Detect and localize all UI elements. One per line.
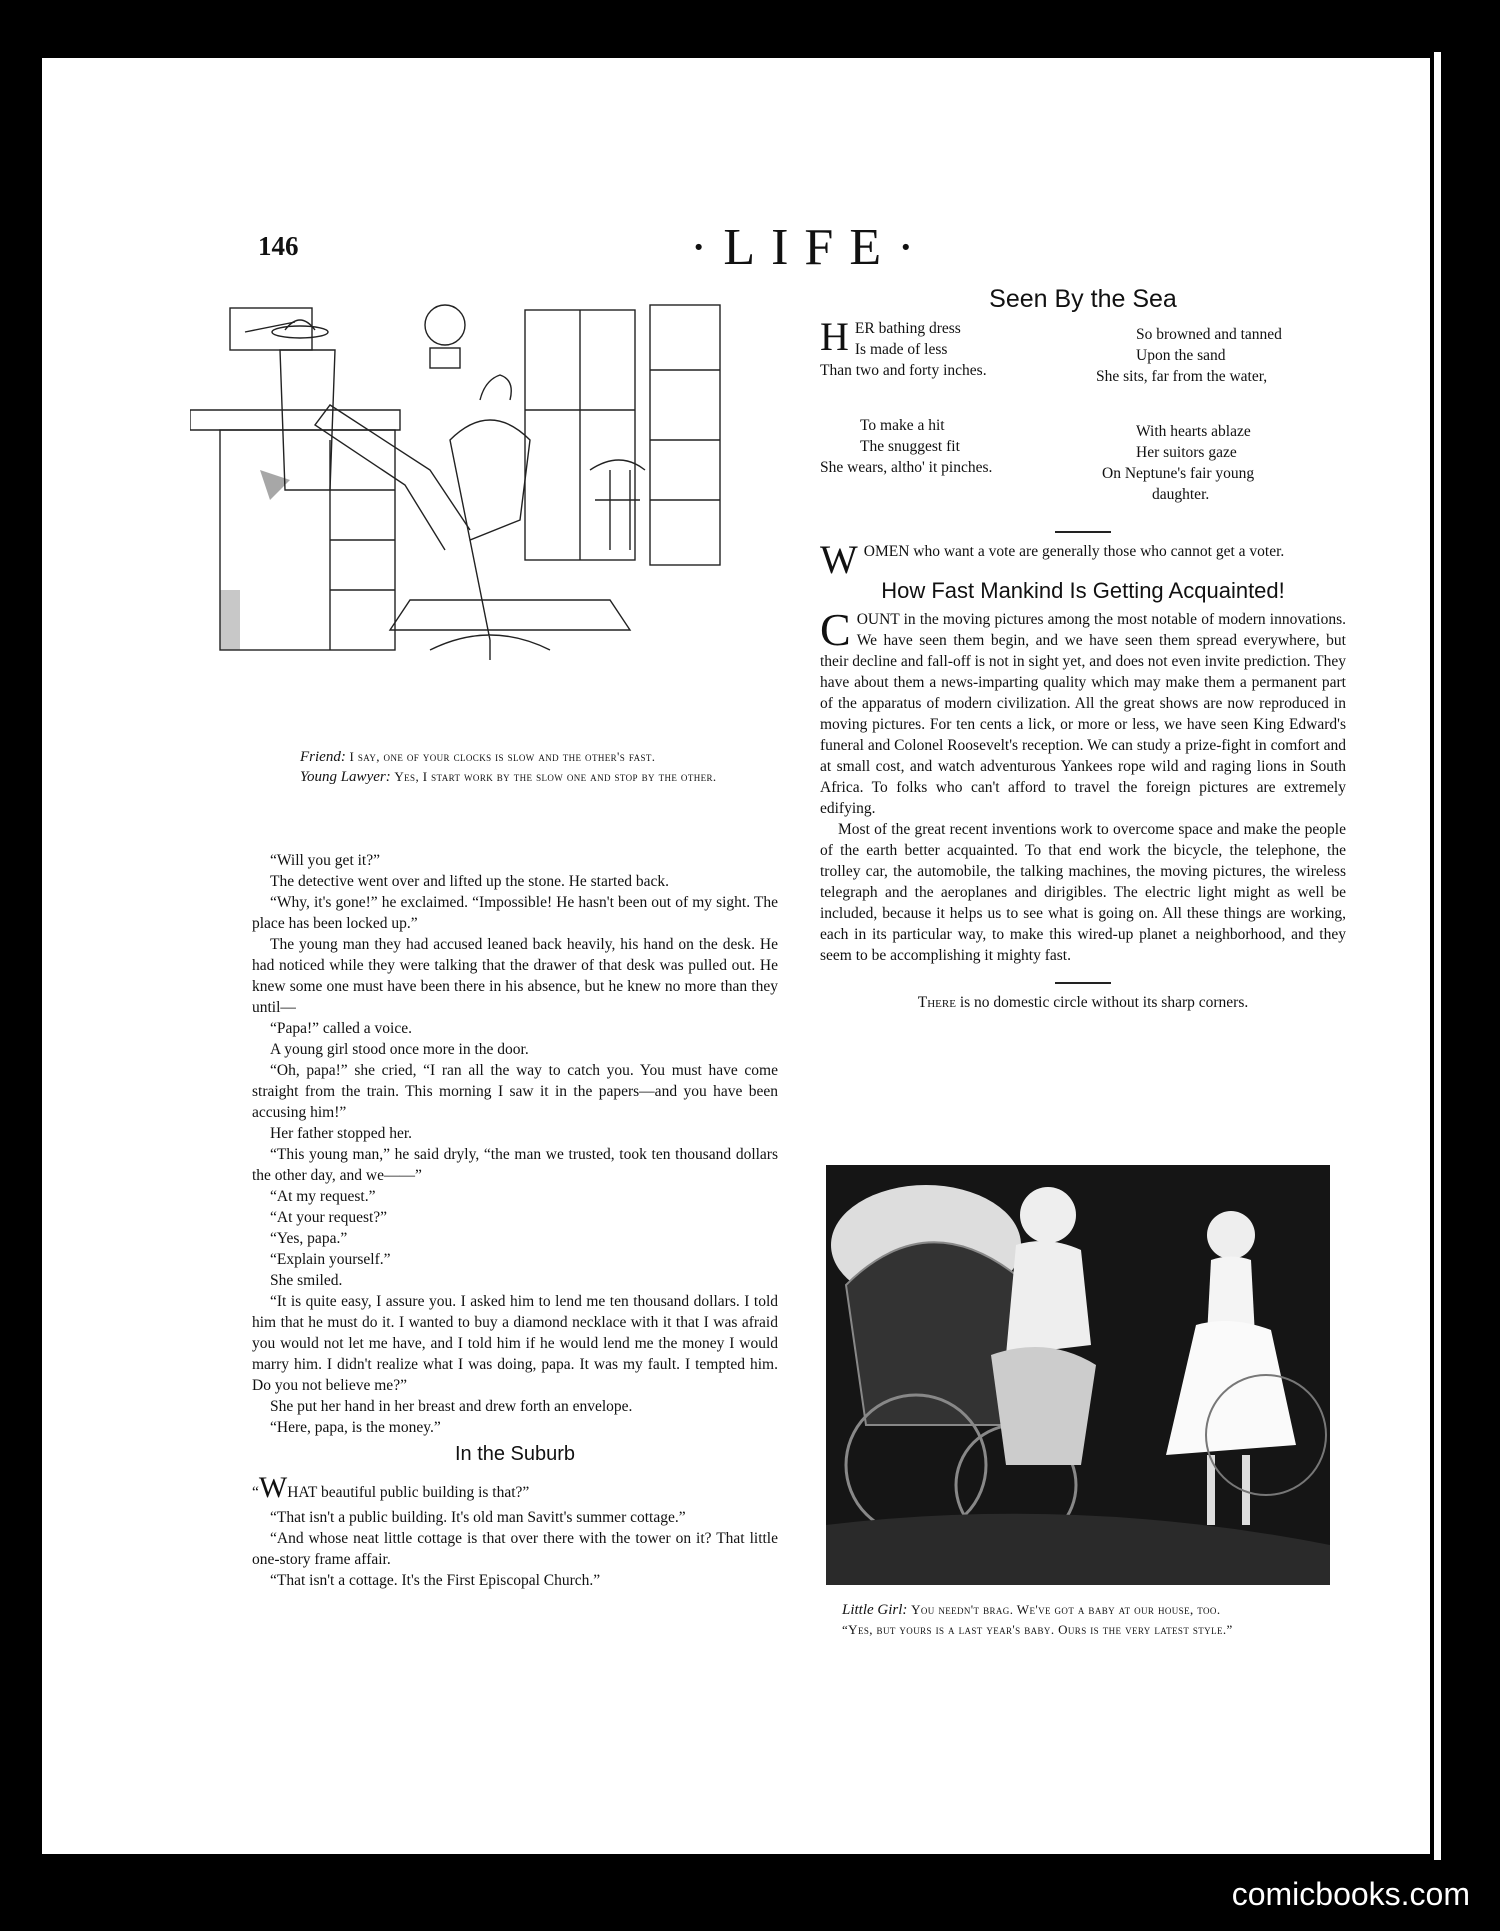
caption-text: “Yes, but yours is a last year's baby. Ours is the very latest style.” — [842, 1622, 1233, 1637]
lawyer-cartoon — [190, 290, 780, 738]
story-paragraph: The young man they had accused leaned back heavily, his hand on the desk. He had noticed while they were talking that the drawer of that desk was pulled out. He knew some one must have been there in his absence, but he knew no more than they until— — [252, 936, 778, 1016]
article-title: How Fast Mankind Is Getting Acquainted! — [881, 578, 1285, 603]
poem-left — [820, 314, 1055, 525]
poem-line: Than two and forty inches. — [820, 362, 987, 379]
poem-dropcap: H — [820, 314, 849, 359]
poem-stanza — [820, 401, 1055, 478]
right-column — [820, 283, 1346, 1013]
suburb-paragraph: “That isn't a public building. It's old man Savitt's summer cottage.” — [270, 1509, 686, 1526]
quip-text: is no domestic circle without its sharp corners. — [955, 994, 1249, 1011]
poem-line: So browned and tanned — [1136, 326, 1282, 343]
story-paragraph: “Explain yourself.” — [270, 1251, 391, 1268]
women-paragraph — [820, 537, 1346, 582]
poem-stanza — [1096, 318, 1346, 387]
caption-speaker: Little Girl: — [842, 1602, 908, 1618]
poem-line: With hearts ablaze — [1136, 423, 1251, 440]
girls-cartoon-caption — [824, 1600, 1348, 1639]
suburb-paragraph: “And whose neat little cottage is that over there with the tower on it? That little one-story frame affair. — [252, 1530, 778, 1568]
adjacent-page-edge — [1434, 52, 1441, 1860]
article-dropcap: C — [820, 604, 851, 655]
poem — [820, 314, 1346, 525]
suburb-first-paragraph — [252, 1469, 778, 1507]
story-paragraph: “Papa!” called a voice. — [270, 1020, 412, 1037]
story-column — [252, 850, 778, 1591]
caption-speaker: Young Lawyer: — [300, 769, 391, 785]
poem-line: Is made of less — [854, 341, 948, 358]
poem-line: To make a hit — [860, 417, 945, 434]
section-rule — [1055, 531, 1111, 533]
story-paragraph: “Why, it's gone!” he exclaimed. “Impossible! He hasn't been out of my sight. The place has been locked up.” — [252, 894, 778, 932]
site-watermark: comicbooks.com — [1231, 1876, 1470, 1912]
suburb-first-text: HAT beautiful public building is that?” — [287, 1484, 530, 1501]
article-paragraph: Most of the great recent inventions work to overcome space and make the people of the earth better acquainted. To that end work the bicycle, the telephone, the trolley car, the automobile, the talking machines, the moving pictures, the wireless telegraph and the aeroplanes and dirigibles. The electric light might as well be included, because it helps us to see what is going on. All these things are working, each in its particular way, to make this wired-up planet a neighborhood, and they seem to be accomplishing it mighty fast. — [820, 821, 1346, 964]
girls-cartoon — [826, 1165, 1330, 1585]
article-paragraph — [820, 604, 1346, 819]
poem-line: On Neptune's fair young — [1102, 465, 1255, 482]
women-text: OMEN who want a vote are generally those who cannot get a voter. — [863, 543, 1285, 560]
story-paragraph: “At my request.” — [270, 1188, 376, 1205]
caption-text: Yes, I start work by the slow one and stop by the other. — [394, 769, 717, 784]
caption-text: You needn't brag. We've got a baby at our house, too. — [911, 1602, 1221, 1617]
story-paragraph: “It is quite easy, I assure you. I asked him to lend me ten thousand dollars. I told him that he must do it. I wanted to buy a diamond necklace with it that I was afraid you would not let me have, and I told him if he would lend me the money I would marry him. I didn't realize what I was doing, papa. It was my fault. I tempted him. Do you not believe me?” — [252, 1293, 778, 1394]
story-paragraph: “Oh, papa!” she cried, “I ran all the way to catch you. You must have come straight from the train. This morning I saw it in the papers—and you have been accusing him!” — [252, 1062, 778, 1121]
story-paragraph: Her father stopped her. — [270, 1125, 413, 1142]
story-paragraph: She smiled. — [270, 1272, 343, 1289]
poem-line: Her suitors gaze — [1136, 444, 1237, 461]
poem-line: She sits, far from the water, — [1096, 368, 1268, 385]
poem-line: ER bathing dress — [854, 320, 961, 337]
story-paragraph: “This young man,” he said dryly, “the man we trusted, took ten thousand dollars the other day, and we——” — [252, 1146, 778, 1184]
suburb-title: In the Suburb — [454, 1443, 576, 1465]
poem-stanza — [820, 314, 1055, 381]
story-paragraph: She put her hand in her breast and drew forth an envelope. — [270, 1398, 633, 1415]
page-number: 146 — [258, 231, 299, 261]
poem-line: The snuggest fit — [860, 438, 960, 455]
poem-right — [1096, 318, 1346, 525]
section-rule — [1055, 982, 1111, 984]
lawyer-cartoon-caption — [282, 747, 778, 787]
poem-line: daughter. — [1152, 486, 1210, 503]
story-paragraph: “Here, papa, is the money.” — [270, 1419, 441, 1436]
suburb-dropcap: W — [258, 1471, 288, 1504]
poem-title: Seen By the Sea — [989, 285, 1177, 313]
poem-line: She wears, altho' it pinches. — [820, 459, 993, 476]
story-paragraph: “Will you get it?” — [270, 852, 380, 869]
caption-text: I say, one of your clocks is slow and the other's fast. — [349, 749, 656, 764]
suburb-paragraph: “That isn't a cottage. It's the First Episcopal Church.” — [270, 1572, 601, 1589]
story-paragraph: The detective went over and lifted up the stone. He started back. — [270, 873, 669, 890]
story-paragraph: “Yes, papa.” — [270, 1230, 348, 1247]
open-quote: “ — [252, 1484, 259, 1501]
poem-line: Upon the sand — [1136, 347, 1226, 364]
masthead: ·LIFE· — [690, 219, 931, 276]
girls-cartoon-drawing — [826, 1165, 1330, 1585]
story-paragraph: “At your request?” — [270, 1209, 388, 1226]
women-dropcap: W — [820, 537, 858, 582]
lawyer-cartoon-drawing — [190, 290, 780, 738]
article-first-text: OUNT in the moving pictures among the most notable of modern innovations. We have seen them begin, and we have seen them spread everywhere, but their decline and fall-off is not in sight yet, and does not even invite prediction. They have about them a news-imparting quality which may make them a permanent part of the apparatus of modern civilization. All the great shows are now reproduced in moving pictures. For ten cents a lick, or more or less, we have seen King Edward's funeral and Colonel Roosevelt's reception. We can study a prize-fight in comfort and at small cost, and watch adventurous Yankees rope wild and raging lions in South Africa. To folks who can't afford to travel the foreign pictures are extremely edifying. — [820, 611, 1346, 817]
poem-stanza — [1096, 407, 1346, 505]
quip — [820, 992, 1346, 1013]
quip-lead: There — [917, 994, 956, 1011]
story-paragraph: A young girl stood once more in the door. — [270, 1041, 529, 1058]
caption-speaker: Friend: — [300, 749, 346, 765]
